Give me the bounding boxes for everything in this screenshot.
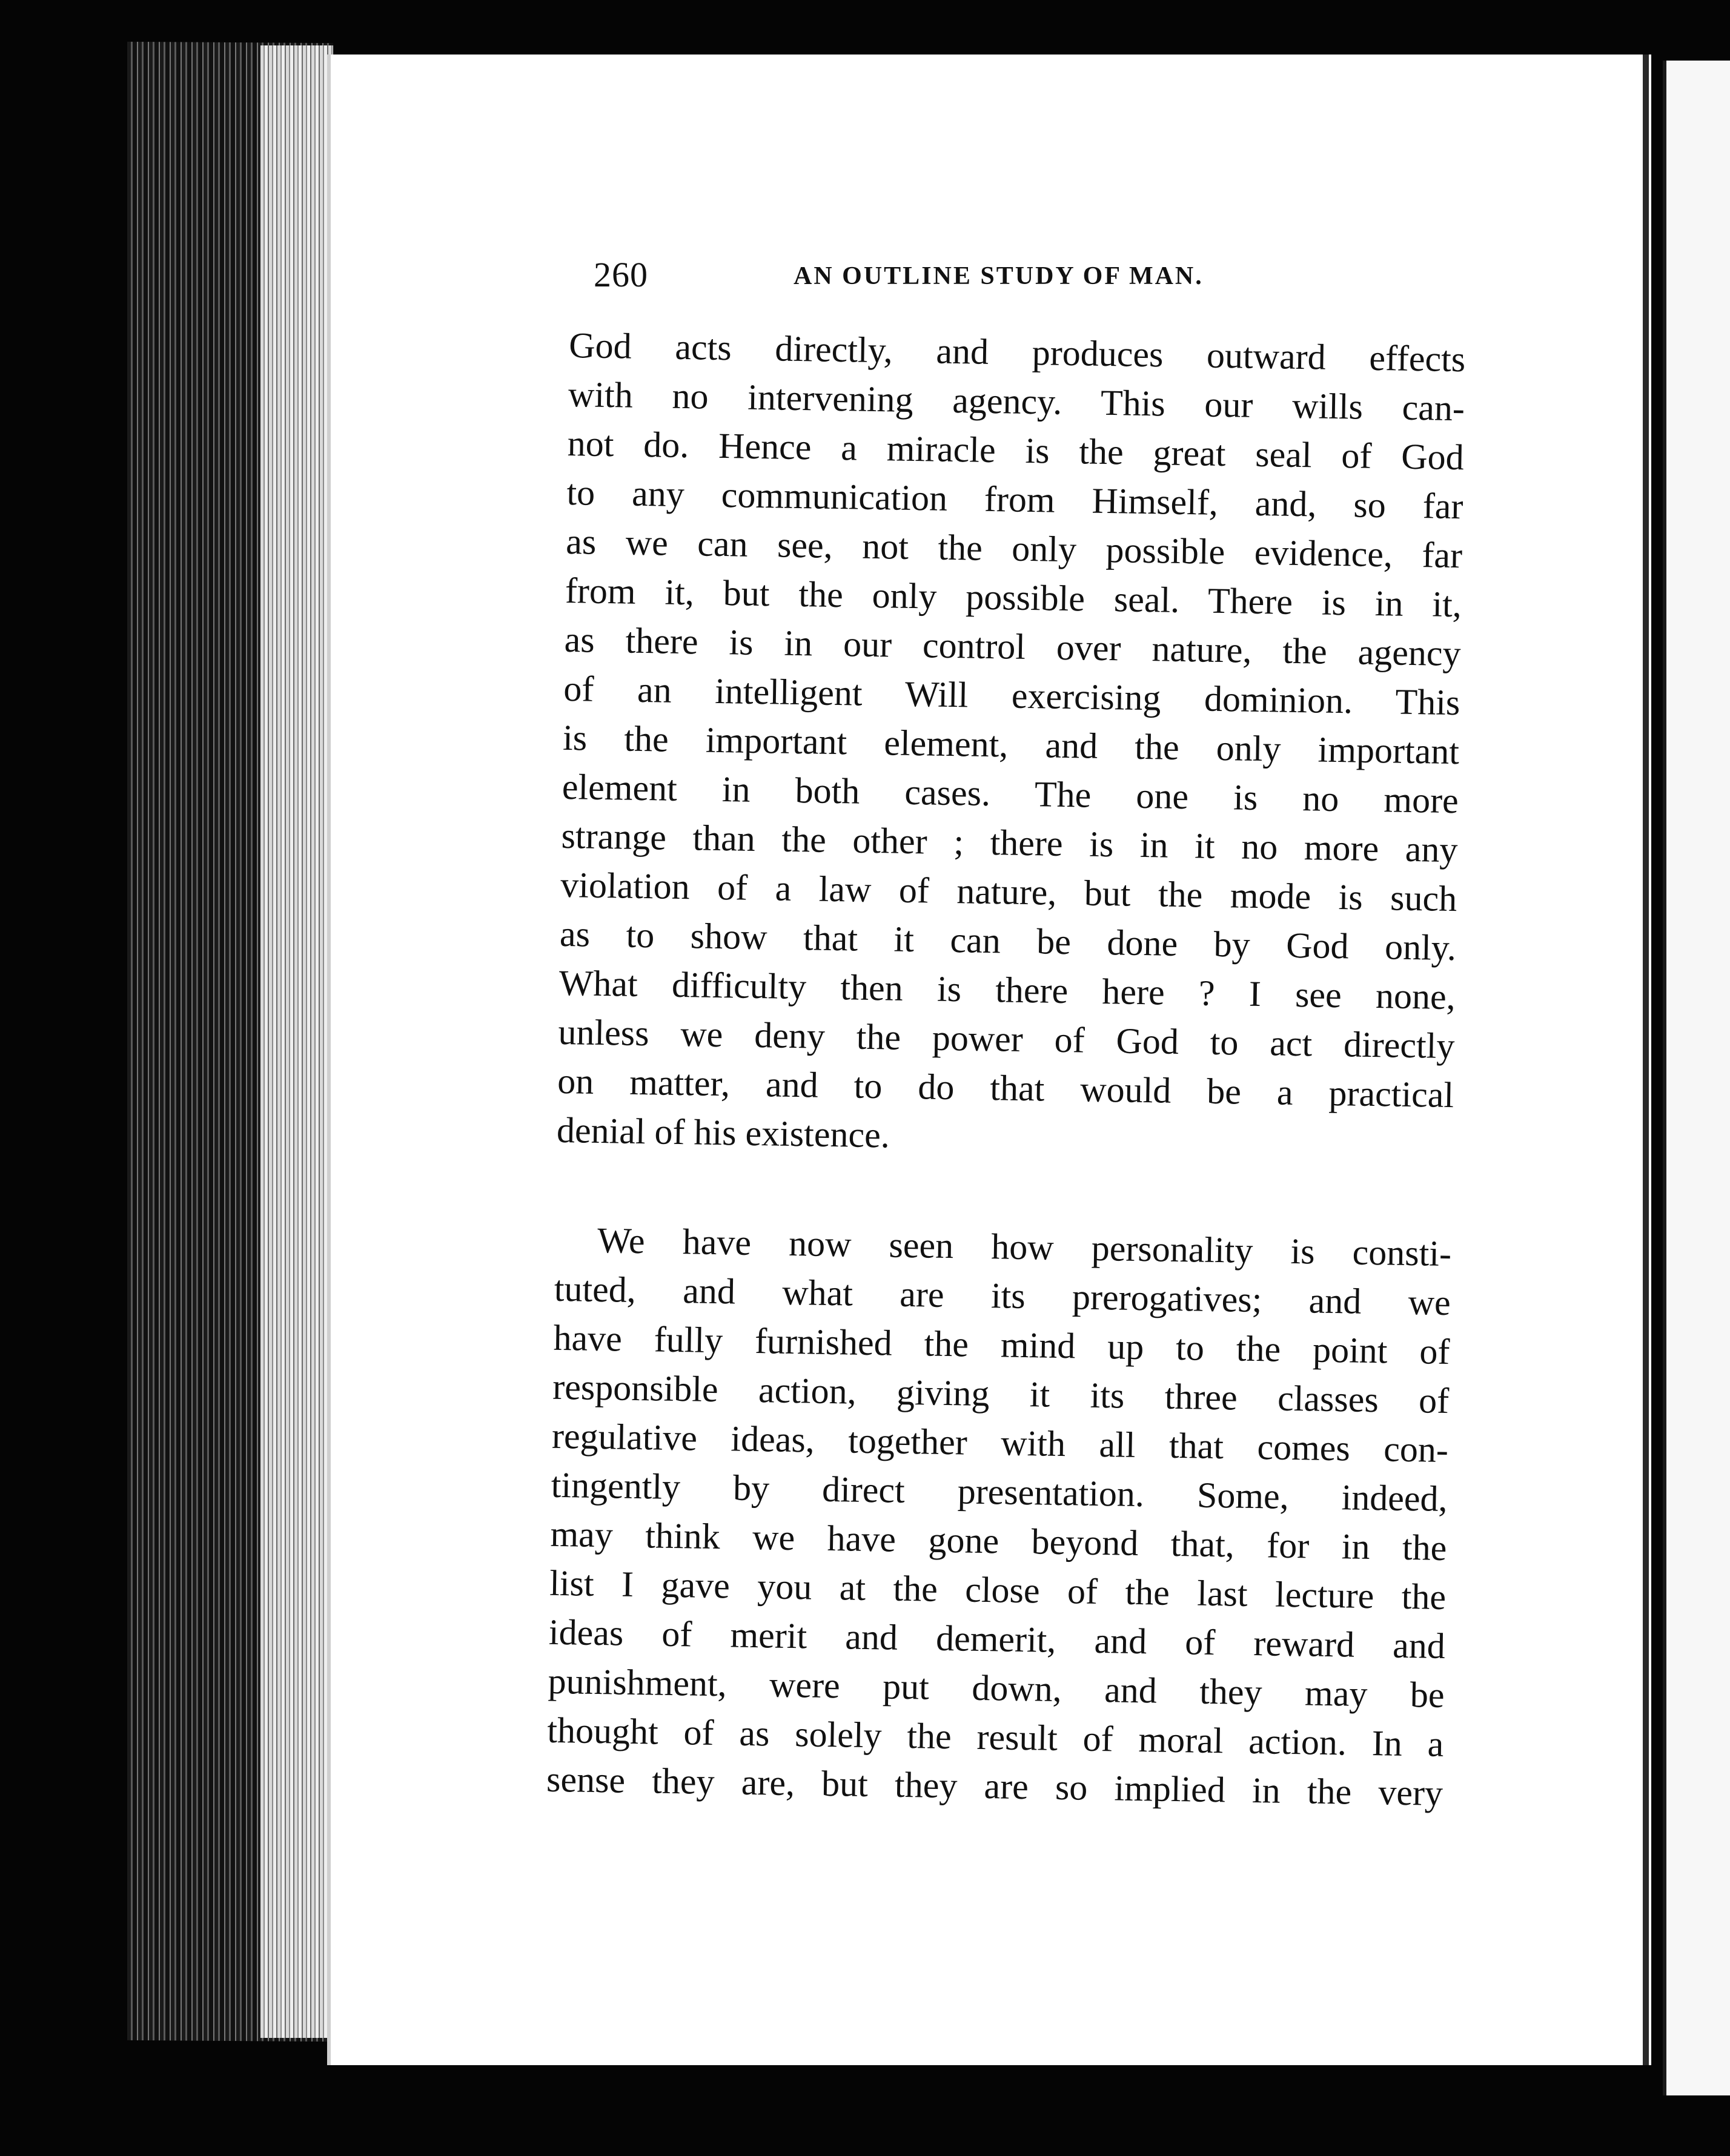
text-line: tuted, and what are its prerogatives; and we bbox=[554, 1268, 1451, 1323]
text-line: thought of as solely the result of moral action. In a bbox=[546, 1710, 1444, 1764]
paragraph-2 bbox=[546, 1215, 1452, 1818]
paragraph-1 bbox=[556, 321, 1465, 1169]
text-line: sense they are, but they are so implied in the very bbox=[546, 1759, 1443, 1813]
text-line: God acts directly, and produces outward effects bbox=[568, 325, 1466, 380]
text-line: on matter, and to do that would be a practical bbox=[557, 1060, 1454, 1116]
text-line: as there is in our control over nature, the agency bbox=[564, 619, 1462, 674]
text-line: responsible action, giving it its three classes of bbox=[552, 1366, 1450, 1421]
text-line: with no intervening agency. This our wills can- bbox=[568, 374, 1465, 429]
page-number: 260 bbox=[594, 255, 648, 294]
text-line: as to show that it can be done by God only. bbox=[559, 913, 1457, 968]
text-line: as we can see, not the only possible evidence, far bbox=[565, 521, 1463, 576]
text-line: What difficulty then is there here ? I see none, bbox=[558, 962, 1456, 1017]
adjacent-page bbox=[1663, 61, 1730, 2095]
text-line: of an intelligent Will exercising dominion. This bbox=[563, 668, 1460, 723]
text-line: denial of his existence. bbox=[556, 1109, 890, 1156]
body-text bbox=[546, 321, 1466, 1818]
text-line: regulative ideas, together with all that comes con- bbox=[551, 1415, 1449, 1470]
page-gutter bbox=[1643, 55, 1649, 2065]
text-line: element in both cases. The one is no more bbox=[562, 766, 1459, 821]
text-line: to any communication from Himself, and, so far bbox=[566, 472, 1463, 527]
running-head-title: AN OUTLINE STUDY OF MAN. bbox=[794, 262, 1204, 290]
text-line: ideas of merit and demerit, and of reward and bbox=[548, 1612, 1446, 1666]
text-line: list I gave you at the close of the last lecture the bbox=[549, 1562, 1447, 1617]
text-line: punishment, were put down, and they may be bbox=[548, 1661, 1445, 1715]
running-head bbox=[594, 254, 1266, 303]
text-line: not do. Hence a miracle is the great seal of God bbox=[567, 423, 1465, 478]
text-line: unless we deny the power of God to act directly bbox=[558, 1011, 1455, 1066]
text-line: violation of a law of nature, but the mode is such bbox=[560, 864, 1457, 919]
book-page-edges-light bbox=[260, 45, 333, 2038]
text-line: from it, but the only possible seal. There is in it, bbox=[565, 570, 1462, 625]
text-line: may think we have gone beyond that, for in the bbox=[550, 1513, 1447, 1568]
text-line: have fully furnished the mind up to the point of bbox=[553, 1317, 1450, 1372]
text-line: We have now seen how personality is consti- bbox=[597, 1220, 1452, 1274]
text-line: is the important element, and the only important bbox=[562, 717, 1460, 772]
text-line: strange than the other ; there is in it no more any bbox=[561, 815, 1458, 870]
text-line: tingently by direct presentation. Some, indeed, bbox=[551, 1464, 1448, 1519]
